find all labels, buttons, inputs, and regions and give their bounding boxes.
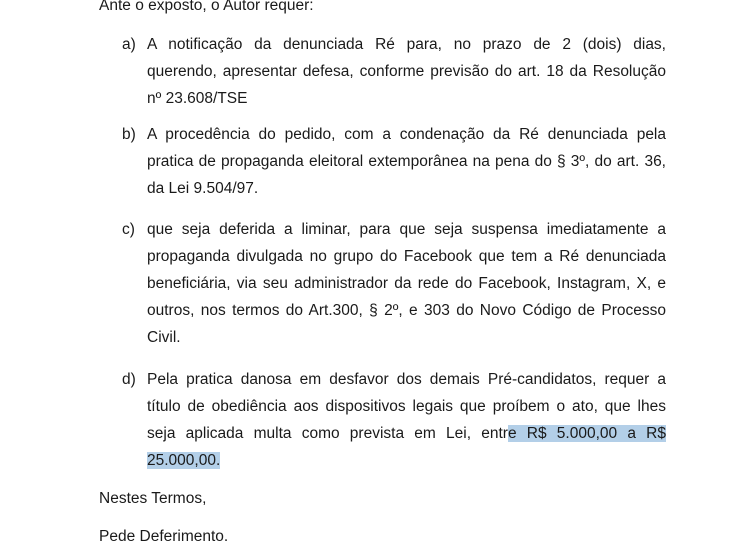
- item-line: da Lei 9.504/97.: [147, 180, 259, 197]
- item-line: A procedência do pedido, com a condenação da Ré denunciada pela: [147, 126, 666, 143]
- item-line: nº 23.608/TSE: [147, 90, 248, 107]
- item-marker: c): [122, 221, 135, 238]
- request-text: Pede Deferimento.: [99, 528, 229, 545]
- item-marker: a): [122, 36, 136, 53]
- item-line-plain-part: seja aplicada multa como prevista em Lei, entr: [147, 425, 508, 442]
- item-line: propaganda divulgada no grupo do Facebook que tem a Ré denunciada: [147, 248, 666, 265]
- item-line: Pela pratica danosa em desfavor dos demais Pré-candidatos, requer a: [147, 371, 666, 388]
- item-line-highlighted: [147, 451, 666, 471]
- item-line: querendo, apresentar defesa, conforme previsão do art. 18 da Resolução: [147, 63, 666, 80]
- item-line-with-highlight: [147, 424, 666, 444]
- selected-text-highlight: 25.000,00.: [147, 452, 221, 469]
- item-line: beneficiária, via seu administrador da rede do Facebook, Instagram, X, e: [147, 275, 666, 292]
- item-line: pratica de propaganda eleitoral extemporânea na pena do § 3º, do art. 36,: [147, 153, 666, 170]
- item-marker: d): [122, 371, 136, 388]
- intro-text: Ante o exposto, o Autor requer:: [99, 0, 314, 14]
- item-line: que seja deferida a liminar, para que seja suspensa imediatamente a: [147, 221, 666, 238]
- closing-text: Nestes Termos,: [99, 490, 207, 507]
- item-line: título de obediência aos dispositivos legais que proíbem o ato, que lhes: [147, 398, 666, 415]
- selected-text-highlight: e R$ 5.000,00 a R$: [507, 425, 666, 442]
- item-line: A notificação da denunciada Ré para, no prazo de 2 (dois) dias,: [147, 36, 666, 53]
- item-line: outros, nos termos do Art.300, § 2º, e 303 do Novo Código de Processo: [147, 302, 666, 319]
- item-line: Civil.: [147, 329, 181, 346]
- item-marker: b): [122, 126, 136, 143]
